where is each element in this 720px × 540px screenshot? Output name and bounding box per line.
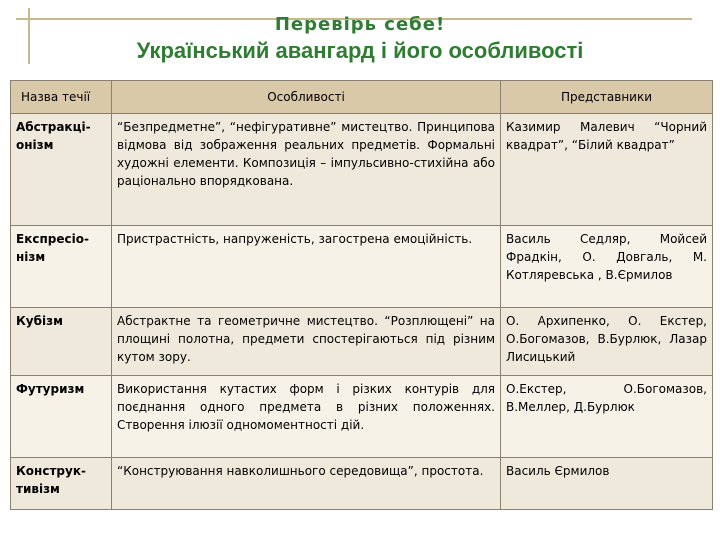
movement-name: Футуризм: [11, 376, 112, 458]
movement-representatives: Василь Седляр, Мойсей Фрадкін, О. Довгаль, М. Котляревська , В.Єрмилов: [501, 226, 713, 308]
movement-name: Конструк-тивізм: [11, 458, 112, 510]
header-representatives: Представники: [501, 81, 713, 114]
avant-garde-table: [10, 80, 713, 510]
header-movement-name: Назва течії: [11, 81, 112, 114]
table-header-row: [11, 81, 713, 114]
movement-name: Кубізм: [11, 308, 112, 376]
header-features: Особливості: [112, 81, 501, 114]
movement-features: Використання кутастих форм і різких контурів для поєднання одного предмета в різних положеннях. Створення ілюзії одномоментності дій.: [112, 376, 501, 458]
movement-features: Абстрактне та геометричне мистецтво. “Розплющені” на площині полотна, предмети спостерігаються під різним кутом зору.: [112, 308, 501, 376]
table-row: [11, 308, 713, 376]
slide-heading: Перевірь себе!: [274, 14, 446, 35]
movement-name: Експресіо-нізм: [11, 226, 112, 308]
movement-features: “Безпредметне”, “нефігуративне” мистецтво. Принципова відмова від зображення реальних предметів. Формальні художні елементи. Композиція – імпульсивно-стихійна або раціонально впорядкована.: [112, 114, 501, 226]
movement-representatives: О. Архипенко, О. Екстер, О.Богомазов, В.Бурлюк, Лазар Лисицький: [501, 308, 713, 376]
table-row: [11, 458, 713, 510]
movement-name: Абстракці-онізм: [11, 114, 112, 226]
table-row: [11, 226, 713, 308]
table-row: [11, 114, 713, 226]
movement-representatives: О.Екстер, О.Богомазов, В.Меллер, Д.Бурлюк: [501, 376, 713, 458]
slide-title: Український авангард і його особливості: [136, 38, 584, 63]
movement-features: Пристрастність, напруженість, загострена емоційність.: [112, 226, 501, 308]
movement-representatives: Казимир Малевич “Чорний квадрат”, “Білий квадрат”: [501, 114, 713, 226]
table-row: [11, 376, 713, 458]
movement-representatives: Василь Єрмилов: [501, 458, 713, 510]
movement-features: “Конструювання навколишнього середовища”, простота.: [112, 458, 501, 510]
